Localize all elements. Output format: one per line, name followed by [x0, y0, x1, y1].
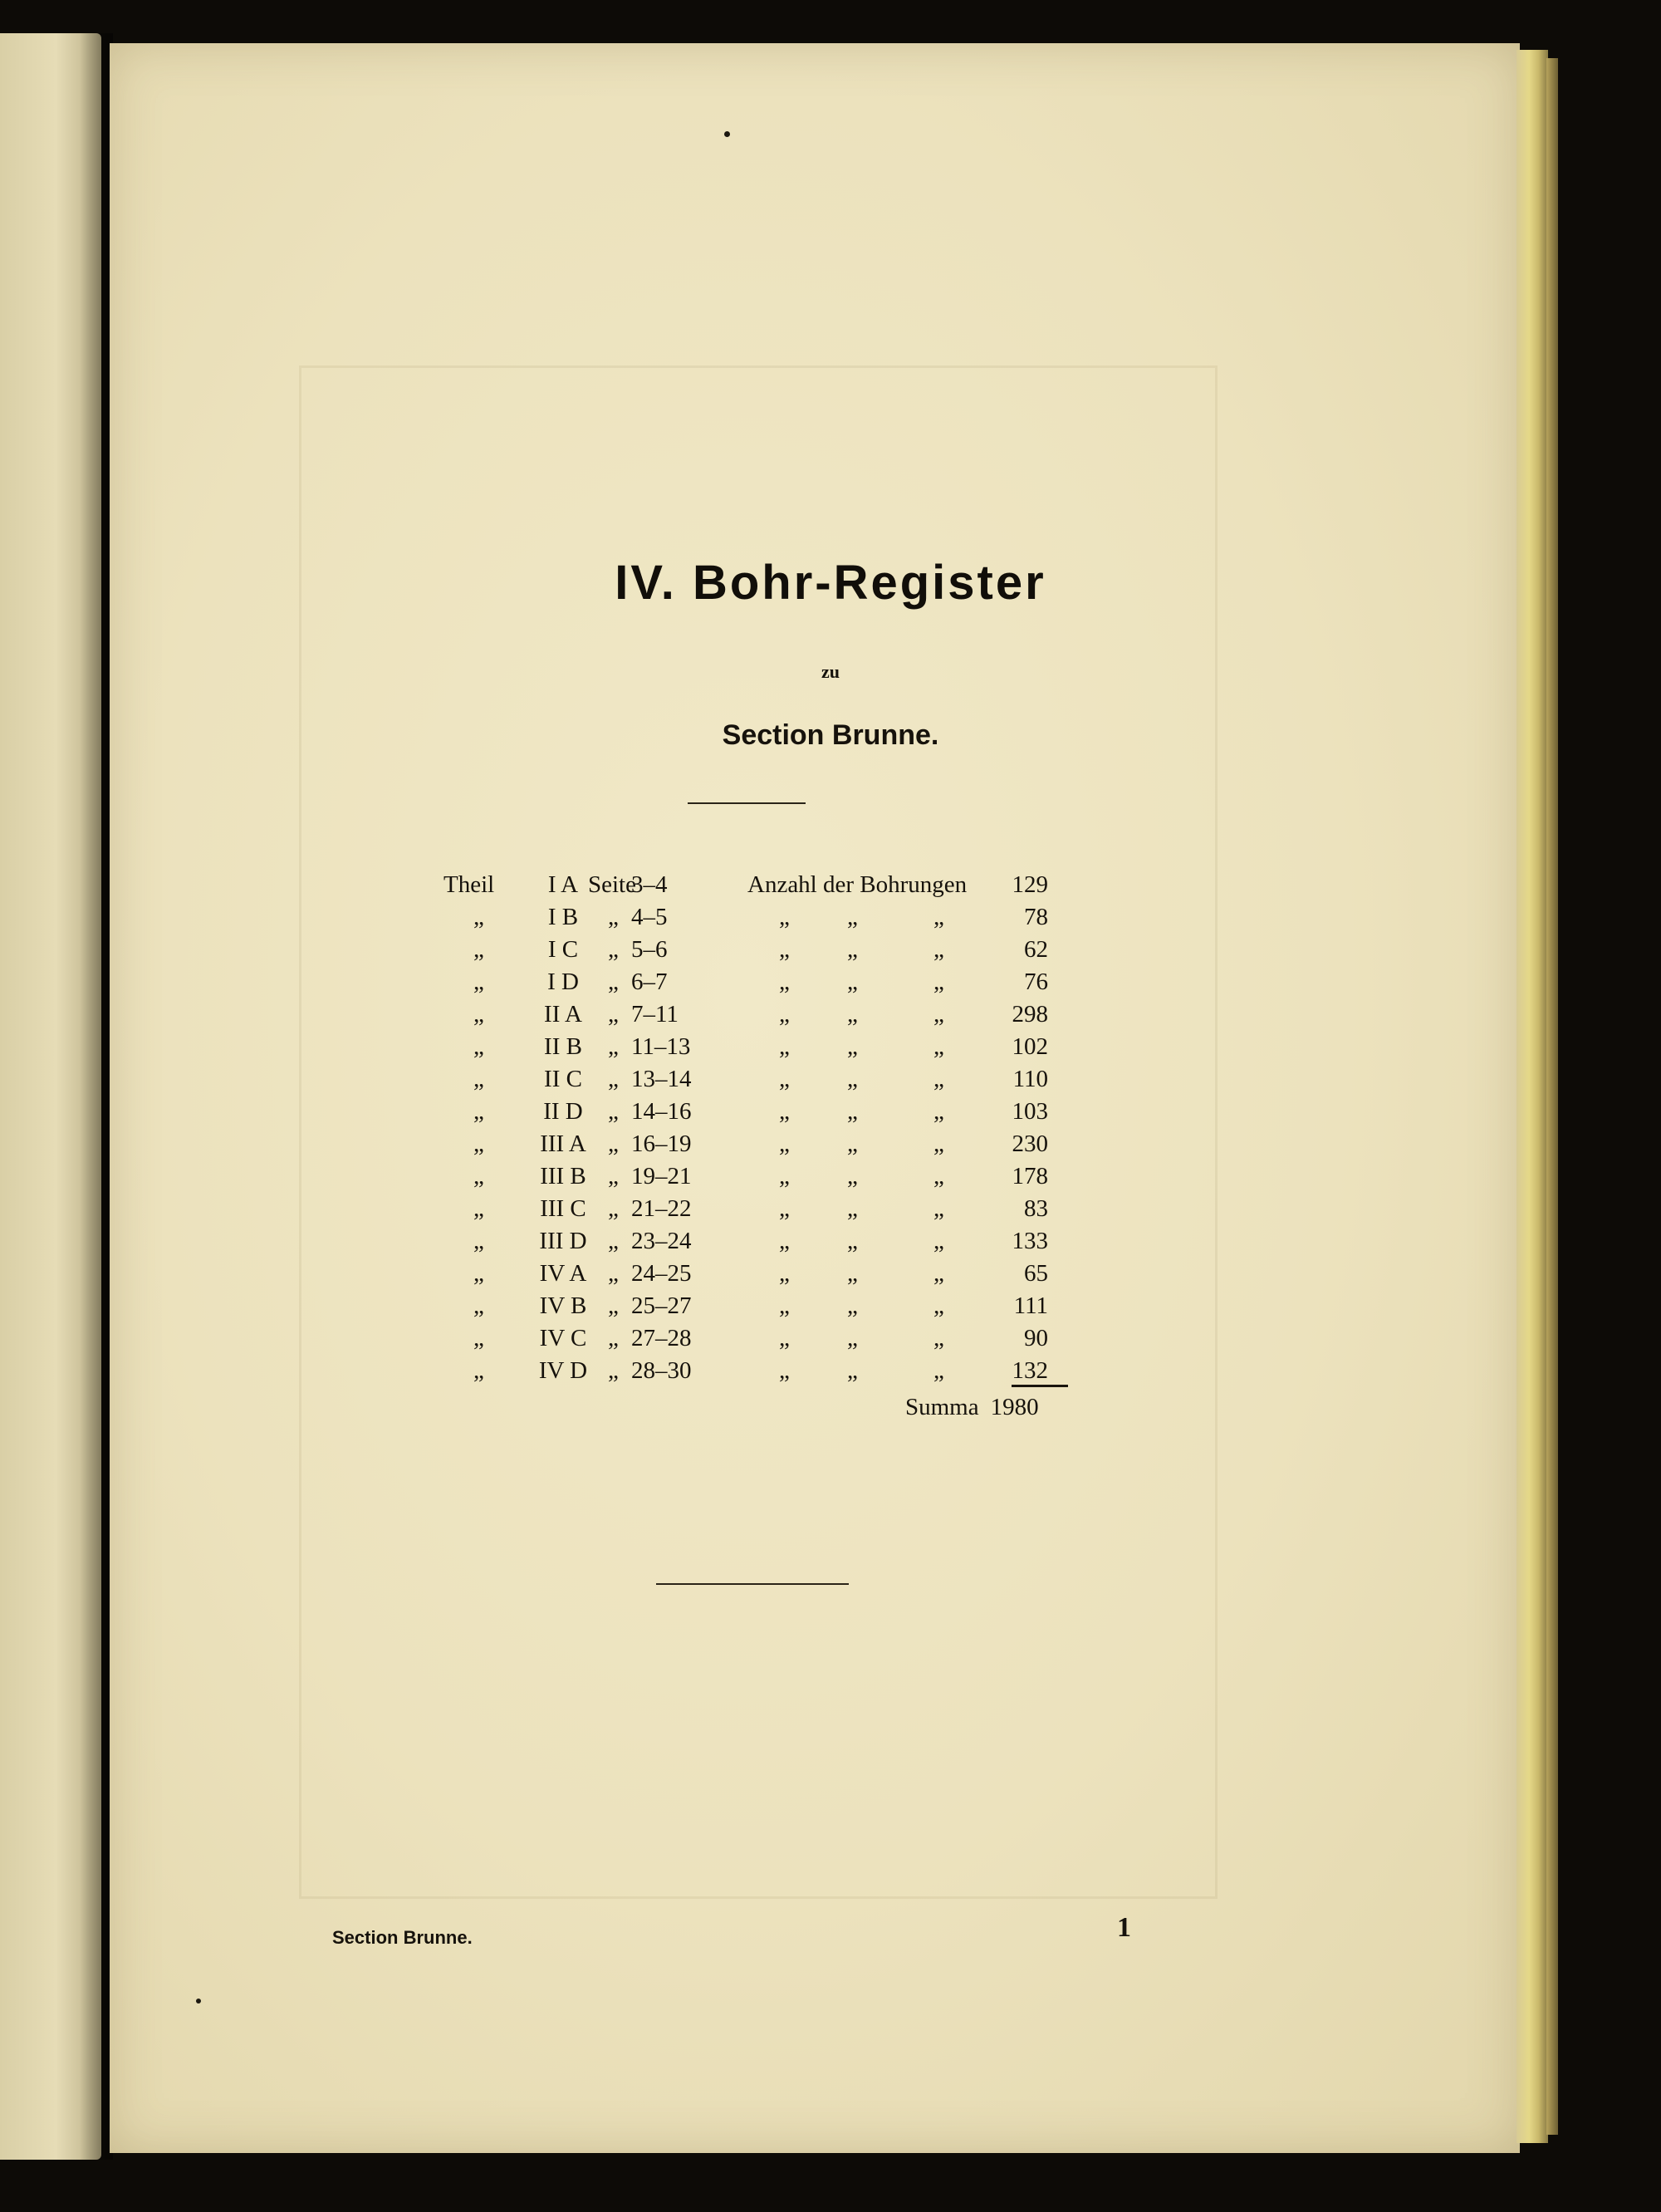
ditto-mark: „ [608, 1292, 619, 1319]
part-label: II B [544, 1033, 582, 1060]
page-range: 6–7 [631, 969, 668, 995]
ditto-mark: „ [847, 969, 858, 995]
part-label: III C [540, 1195, 586, 1222]
ditto-mark: „ [933, 936, 944, 963]
gutter-shadow [80, 33, 113, 2160]
bore-count: 65 [1024, 1260, 1048, 1287]
part-label: IV C [539, 1325, 587, 1351]
ditto-mark: „ [933, 1260, 944, 1287]
ditto-mark: „ [608, 1163, 619, 1189]
bore-count: 178 [1012, 1163, 1048, 1189]
ditto-mark: „ [779, 969, 790, 995]
ditto-mark: „ [847, 1131, 858, 1157]
part-label: III D [539, 1228, 587, 1254]
ditto-mark: „ [847, 1066, 858, 1092]
seite-label: Seite [588, 871, 636, 898]
page-range: 7–11 [631, 1001, 679, 1028]
ditto-mark: „ [779, 1001, 790, 1028]
register-row [432, 1096, 1080, 1128]
ink-speck [724, 131, 730, 137]
summa-value: 1980 [990, 1394, 1039, 1420]
ditto-mark: „ [473, 1131, 484, 1157]
ditto-mark: „ [779, 1260, 790, 1287]
ditto-mark: „ [847, 936, 858, 963]
ditto-mark: „ [779, 1325, 790, 1351]
summa-label: Summa [905, 1394, 979, 1420]
ditto-mark: „ [608, 1357, 619, 1384]
bore-count: 110 [1012, 1066, 1048, 1092]
part-label: I A [547, 871, 579, 898]
ditto-mark: „ [473, 1033, 484, 1060]
page-range: 5–6 [631, 936, 668, 963]
ditto-mark: „ [847, 1098, 858, 1125]
ditto-mark: „ [473, 936, 484, 963]
summa-line [905, 1394, 1039, 1421]
ditto-mark: „ [847, 1325, 858, 1351]
ditto-mark: „ [847, 1163, 858, 1189]
bore-count: 76 [1024, 969, 1048, 995]
ditto-mark: „ [933, 1228, 944, 1254]
page-range: 28–30 [631, 1357, 692, 1384]
ditto-mark: „ [779, 1163, 790, 1189]
ditto-mark: „ [473, 904, 484, 930]
bore-count: 103 [1012, 1098, 1048, 1125]
ditto-mark: „ [933, 904, 944, 930]
part-label: I C [547, 936, 579, 963]
page-range: 4–5 [631, 904, 668, 930]
ditto-mark: „ [779, 1131, 790, 1157]
theil-label: Theil [443, 871, 495, 898]
page-range: 19–21 [631, 1163, 692, 1189]
ditto-mark: „ [473, 1260, 484, 1287]
part-label: I D [547, 969, 579, 995]
ditto-mark: „ [933, 1001, 944, 1028]
bore-count: 90 [1024, 1325, 1048, 1351]
ditto-mark: „ [608, 969, 619, 995]
ditto-mark: „ [473, 969, 484, 995]
ditto-mark: „ [473, 1098, 484, 1125]
bore-count: 132 [1012, 1357, 1048, 1384]
ditto-mark: „ [779, 1033, 790, 1060]
register-table [432, 869, 1080, 1387]
ditto-mark: „ [608, 1131, 619, 1157]
register-row [432, 966, 1080, 998]
ditto-mark: „ [473, 1357, 484, 1384]
ditto-mark: „ [933, 1195, 944, 1222]
ditto-mark: „ [779, 904, 790, 930]
ditto-mark: „ [933, 1292, 944, 1319]
bore-count: 133 [1012, 1228, 1048, 1254]
register-row [432, 1128, 1080, 1160]
ditto-mark: „ [608, 936, 619, 963]
ditto-mark: „ [473, 1195, 484, 1222]
ditto-mark: „ [473, 1001, 484, 1028]
register-row [432, 869, 1080, 901]
ditto-mark: „ [608, 904, 619, 930]
register-row [432, 1160, 1080, 1193]
bore-count: 78 [1024, 904, 1048, 930]
page-range: 13–14 [631, 1066, 692, 1092]
page-range: 23–24 [631, 1228, 692, 1254]
register-row [432, 1063, 1080, 1096]
register-row [432, 1193, 1080, 1225]
page-range: 14–16 [631, 1098, 692, 1125]
register-row [432, 1225, 1080, 1258]
page-stack-edge [1516, 50, 1548, 2143]
ditto-mark: „ [933, 1325, 944, 1351]
ditto-mark: „ [933, 1131, 944, 1157]
bore-count: 102 [1012, 1033, 1048, 1060]
anzahl-label: Anzahl der Bohrungen [747, 871, 968, 898]
ditto-mark: „ [608, 1066, 619, 1092]
part-label: IV A [539, 1260, 587, 1287]
page-range: 3–4 [631, 871, 668, 898]
part-label: IV B [539, 1292, 587, 1319]
ditto-mark: „ [608, 1228, 619, 1254]
register-row [432, 901, 1080, 934]
part-label: II C [544, 1066, 582, 1092]
page-range: 16–19 [631, 1131, 692, 1157]
ditto-mark: „ [608, 1001, 619, 1028]
page-range: 24–25 [631, 1260, 692, 1287]
page-range: 27–28 [631, 1325, 692, 1351]
ditto-mark: „ [847, 1033, 858, 1060]
register-row [432, 1290, 1080, 1322]
ditto-mark: „ [779, 1098, 790, 1125]
ditto-mark: „ [608, 1260, 619, 1287]
part-label: III A [540, 1131, 586, 1157]
ditto-mark: „ [933, 1033, 944, 1060]
sum-rule [1012, 1385, 1068, 1387]
register-row [432, 1355, 1080, 1387]
ditto-mark: „ [473, 1228, 484, 1254]
ditto-mark: „ [933, 1163, 944, 1189]
ditto-mark: „ [473, 1292, 484, 1319]
bore-count: 62 [1024, 936, 1048, 963]
ditto-mark: „ [933, 969, 944, 995]
page-range: 11–13 [631, 1033, 691, 1060]
ditto-mark: „ [779, 1357, 790, 1384]
ditto-mark: „ [933, 1357, 944, 1384]
page-range: 21–22 [631, 1195, 692, 1222]
ditto-mark: „ [933, 1066, 944, 1092]
page-number: 1 [1117, 1912, 1131, 1943]
ditto-mark: „ [847, 1228, 858, 1254]
ditto-mark: „ [608, 1195, 619, 1222]
closing-rule [656, 1583, 849, 1585]
ditto-mark: „ [847, 904, 858, 930]
ditto-mark: „ [473, 1325, 484, 1351]
register-row [432, 1031, 1080, 1063]
ditto-mark: „ [847, 1292, 858, 1319]
page-title: IV. Bohr-Register [615, 556, 1046, 610]
book-cover-edge [1546, 58, 1558, 2135]
bore-count: 129 [1012, 871, 1048, 898]
register-row [432, 1258, 1080, 1290]
title-connector: zu [821, 661, 840, 682]
ditto-mark: „ [779, 1066, 790, 1092]
ditto-mark: „ [847, 1195, 858, 1222]
part-label: IV D [538, 1357, 588, 1384]
page-range: 25–27 [631, 1292, 692, 1319]
part-label: I B [547, 904, 579, 930]
section-heading: Section Brunne. [722, 719, 939, 751]
ditto-mark: „ [779, 936, 790, 963]
register-row [432, 998, 1080, 1031]
bore-count: 230 [1012, 1131, 1048, 1157]
bore-count: 111 [1013, 1292, 1048, 1319]
ditto-mark: „ [779, 1195, 790, 1222]
divider-rule [688, 802, 806, 804]
ditto-mark: „ [473, 1066, 484, 1092]
footer-section-name: Section Brunne. [332, 1927, 473, 1948]
part-label: II A [544, 1001, 582, 1028]
ditto-mark: „ [847, 1001, 858, 1028]
ditto-mark: „ [933, 1098, 944, 1125]
ink-speck [196, 1999, 201, 2004]
register-row [432, 934, 1080, 966]
part-label: III B [540, 1163, 586, 1189]
ditto-mark: „ [608, 1033, 619, 1060]
ditto-mark: „ [779, 1228, 790, 1254]
ditto-mark: „ [779, 1292, 790, 1319]
ditto-mark: „ [473, 1163, 484, 1189]
register-row [432, 1322, 1080, 1355]
ditto-mark: „ [847, 1357, 858, 1384]
bore-count: 83 [1024, 1195, 1048, 1222]
ditto-mark: „ [608, 1098, 619, 1125]
bore-count: 298 [1012, 1001, 1048, 1028]
ditto-mark: „ [608, 1325, 619, 1351]
part-label: II D [543, 1098, 583, 1125]
ditto-mark: „ [847, 1260, 858, 1287]
